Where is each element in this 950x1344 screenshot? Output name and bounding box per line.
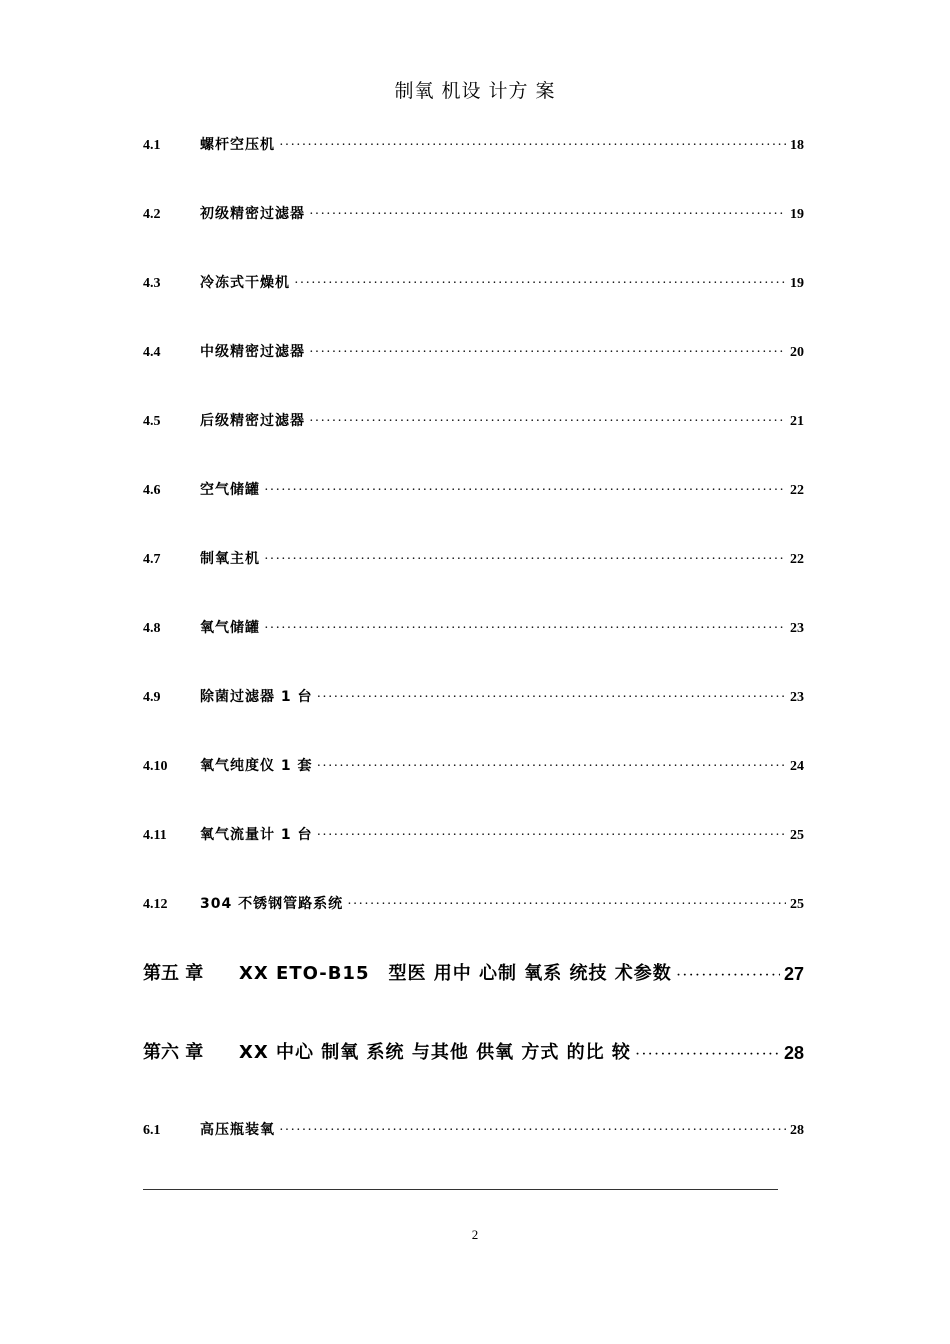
toc-section-number: 4.1 [143, 138, 161, 153]
toc-page-number: 19 [790, 276, 804, 291]
toc-entry[interactable] [143, 818, 804, 844]
toc-chapter-label: 第六 章 [143, 1042, 204, 1063]
toc-entry[interactable] [143, 887, 804, 913]
toc-dot-leader [309, 345, 786, 361]
toc-entry[interactable] [143, 335, 804, 361]
toc-dot-leader [309, 414, 786, 430]
toc-chapter-title: XX 中心 制氧 系统 与其他 供氧 方式 的比 较 [239, 1042, 631, 1063]
toc-dot-leader [635, 1046, 780, 1064]
toc-section-number: 4.2 [143, 207, 161, 222]
toc-page-number: 23 [790, 690, 804, 705]
toc-page-number: 22 [790, 552, 804, 567]
toc-dot-leader [676, 967, 780, 985]
toc-section-number: 4.8 [143, 621, 161, 636]
toc-section-title: 氧气纯度仪 1 套 [200, 758, 313, 774]
toc-page-number: 28 [783, 1043, 804, 1063]
toc-section-title: 304 不锈钢管路系统 [200, 896, 344, 912]
toc-dot-leader [279, 138, 786, 154]
toc-section-title: 空气储罐 [200, 482, 260, 498]
toc-dot-leader [317, 690, 787, 706]
toc-dot-leader [309, 207, 786, 223]
toc-entry[interactable] [143, 197, 804, 223]
toc-dot-leader [347, 897, 786, 913]
toc-section-title: 氧气流量计 1 台 [200, 827, 313, 843]
toc-page-number: 25 [790, 828, 804, 843]
toc-section-title: 螺杆空压机 [200, 137, 275, 153]
toc-section-number: 4.11 [143, 828, 167, 843]
toc-entry[interactable] [143, 611, 804, 637]
toc-chapter-label: 第五 章 [143, 963, 204, 984]
toc-section-number: 4.3 [143, 276, 161, 291]
toc-page-number: 19 [790, 207, 804, 222]
toc-page-number: 20 [790, 345, 804, 360]
toc-section-title: 氧气储罐 [200, 620, 260, 636]
toc-section-number: 4.12 [143, 897, 168, 912]
toc-section-number: 6.1 [143, 1123, 161, 1138]
footer-divider [143, 1189, 778, 1190]
toc-page-number: 22 [790, 483, 804, 498]
toc-dot-leader [279, 1123, 786, 1139]
toc-chapter-title: XX ETO-B15 型医 用中 心制 氧系 统技 术参数 [239, 963, 672, 984]
toc-dot-leader [317, 759, 787, 775]
toc-entry[interactable] [143, 128, 804, 154]
toc-page-number: 25 [790, 897, 804, 912]
toc-page-number: 28 [790, 1123, 804, 1138]
toc-section-title: 高压瓶装氧 [200, 1122, 275, 1138]
toc-entry[interactable] [143, 473, 804, 499]
toc-section-title: 冷冻式干燥机 [200, 275, 290, 291]
toc-dot-leader [294, 276, 786, 292]
toc-section-title: 中级精密过滤器 [200, 344, 305, 360]
toc-entry[interactable] [143, 266, 804, 292]
toc-section-title: 制氧主机 [200, 551, 260, 567]
toc-page-number: 24 [790, 759, 804, 774]
toc-dot-leader [264, 483, 786, 499]
toc-entry[interactable] [143, 680, 804, 706]
toc-entry[interactable] [143, 1113, 804, 1139]
toc-section-number: 4.5 [143, 414, 161, 429]
toc-entry[interactable] [143, 542, 804, 568]
toc-page-number: 23 [790, 621, 804, 636]
toc-chapter-entry[interactable] [143, 955, 804, 985]
page-header-title: 制氧 机设 计方 案 [394, 80, 556, 102]
toc-chapter-entry[interactable] [143, 1034, 804, 1064]
toc-dot-leader [264, 621, 786, 637]
toc-section-number: 4.6 [143, 483, 161, 498]
toc-section-number: 4.10 [143, 759, 168, 774]
toc-section-title: 初级精密过滤器 [200, 206, 305, 222]
toc-page-number: 27 [783, 964, 804, 984]
toc-section-title: 后级精密过滤器 [200, 413, 305, 429]
toc-page-number: 21 [790, 414, 804, 429]
toc-entry[interactable] [143, 404, 804, 430]
toc-section-number: 4.7 [143, 552, 161, 567]
page-number: 2 [471, 1227, 479, 1242]
toc-dot-leader [264, 552, 786, 568]
toc-section-number: 4.4 [143, 345, 161, 360]
toc-section-number: 4.9 [143, 690, 161, 705]
toc-section-title: 除菌过滤器 1 台 [200, 689, 313, 705]
toc-page-number: 18 [790, 138, 804, 153]
toc-dot-leader [317, 828, 787, 844]
toc-entry[interactable] [143, 749, 804, 775]
